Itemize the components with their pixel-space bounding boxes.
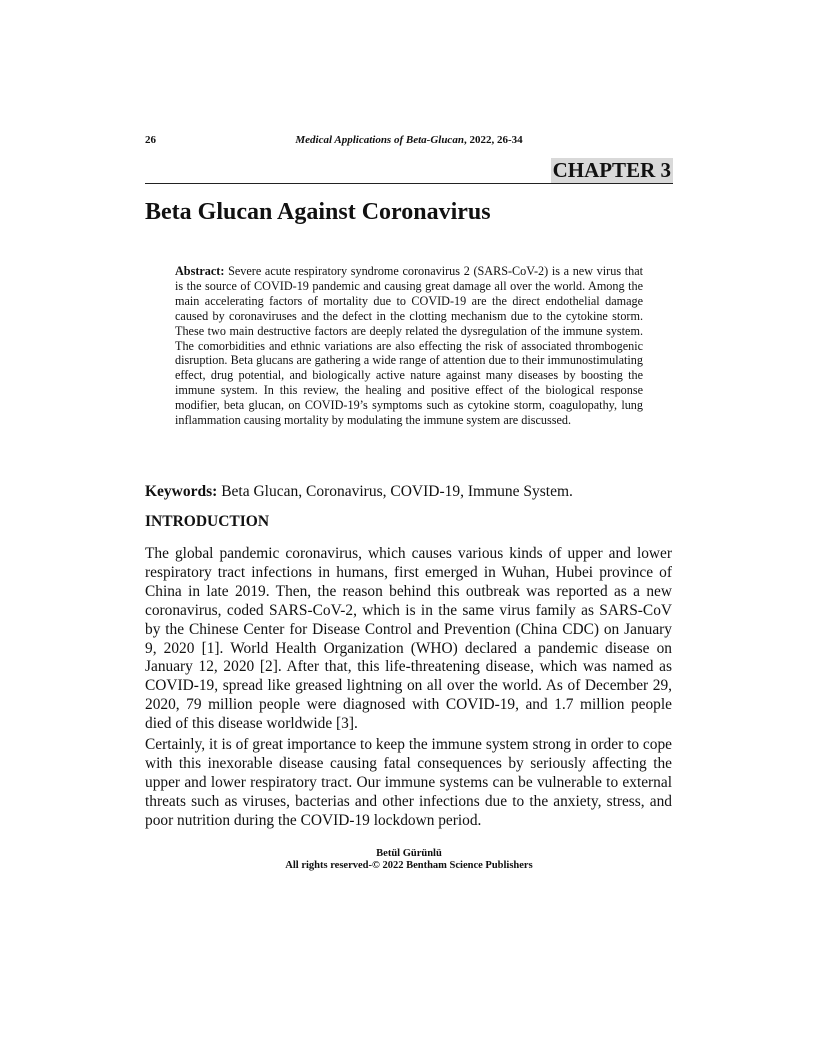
page-number: 26 bbox=[145, 134, 156, 146]
keywords bbox=[145, 483, 573, 501]
section-heading-introduction: INTRODUCTION bbox=[145, 513, 270, 530]
keywords-text: Beta Glucan, Coronavirus, COVID-19, Immune System. bbox=[221, 483, 573, 500]
footer-rights: All rights reserved-© 2022 Bentham Science Publishers bbox=[285, 860, 533, 871]
chapter-title: Beta Glucan Against Coronavirus bbox=[145, 199, 491, 225]
book-title: Medical Applications of Beta-Glucan bbox=[295, 134, 464, 146]
body-paragraph: Certainly, it is of great importance to keep the immune system strong in order to cope with this inexorable disease causing fatal consequences by seriously affecting the upper and lower respiratory tract. Our immune systems can be vulnerable to external threats such as viruses, bacterias and other infections due to the anxiety, stress, and poor nutrition during the COVID-19 lockdown period. bbox=[145, 736, 672, 829]
citation: , 2022, 26-34 bbox=[463, 134, 523, 146]
abstract bbox=[175, 264, 643, 428]
abstract-text: Severe acute respiratory syndrome coronavirus 2 (SARS-CoV-2) is a new virus that is the source of COVID-19 pandemic and causing great damage all over the world. Among the main accelerating factors of mortality due to COVID-19 are the direct endothelial damage caused by coronaviruses and the defect in the clotting mechanism due to the cytokine storm. These two main destructive factors are deeply related the dysregulation of the immune system. The comorbidities and ethnic variations are also effecting the risk of associated thrombogenic disruption. Beta glucans are gathering a wide range of attention due to their immunostimulating effect, drug potential, and biologically active nature against many diseases by boosting the immune system. In this review, the healing and positive effect of the biological response modifier, beta glucan, on COVID-19’s symptoms such as cytokine storm, coagulopathy, lung inflammation causing mortality by modulating the immune system are discussed. bbox=[175, 264, 644, 428]
running-header bbox=[145, 134, 673, 146]
footer-author: Betül Gürünlü bbox=[376, 848, 442, 859]
chapter-label: CHAPTER 3 bbox=[552, 158, 671, 182]
keywords-label: Keywords: bbox=[145, 483, 218, 500]
header-rule bbox=[145, 183, 673, 184]
abstract-label: Abstract: bbox=[175, 264, 225, 278]
body-paragraph: The global pandemic coronavirus, which causes various kinds of upper and lower respiratory tract infections in humans, first emerged in Wuhan, Hubei province of China in late 2019. Then, the reason behind this outbreak was reported as a new coronavirus, coded SARS-CoV-2, which is in the same virus family as SARS-CoV by the Chinese Center for Disease Control and Prevention (China CDC) on January 9, 2020 [1]. World Health Organization (WHO) declared a pandemic disease on January 12, 2020 [2]. After that, this life-threatening disease, which was named as COVID-19, spread like greased lightning on all over the world. As of December 29, 2020, 79 million people were diagnosed with COVID-19, and 1.7 million people died of this disease worldwide [3]. bbox=[145, 545, 672, 733]
